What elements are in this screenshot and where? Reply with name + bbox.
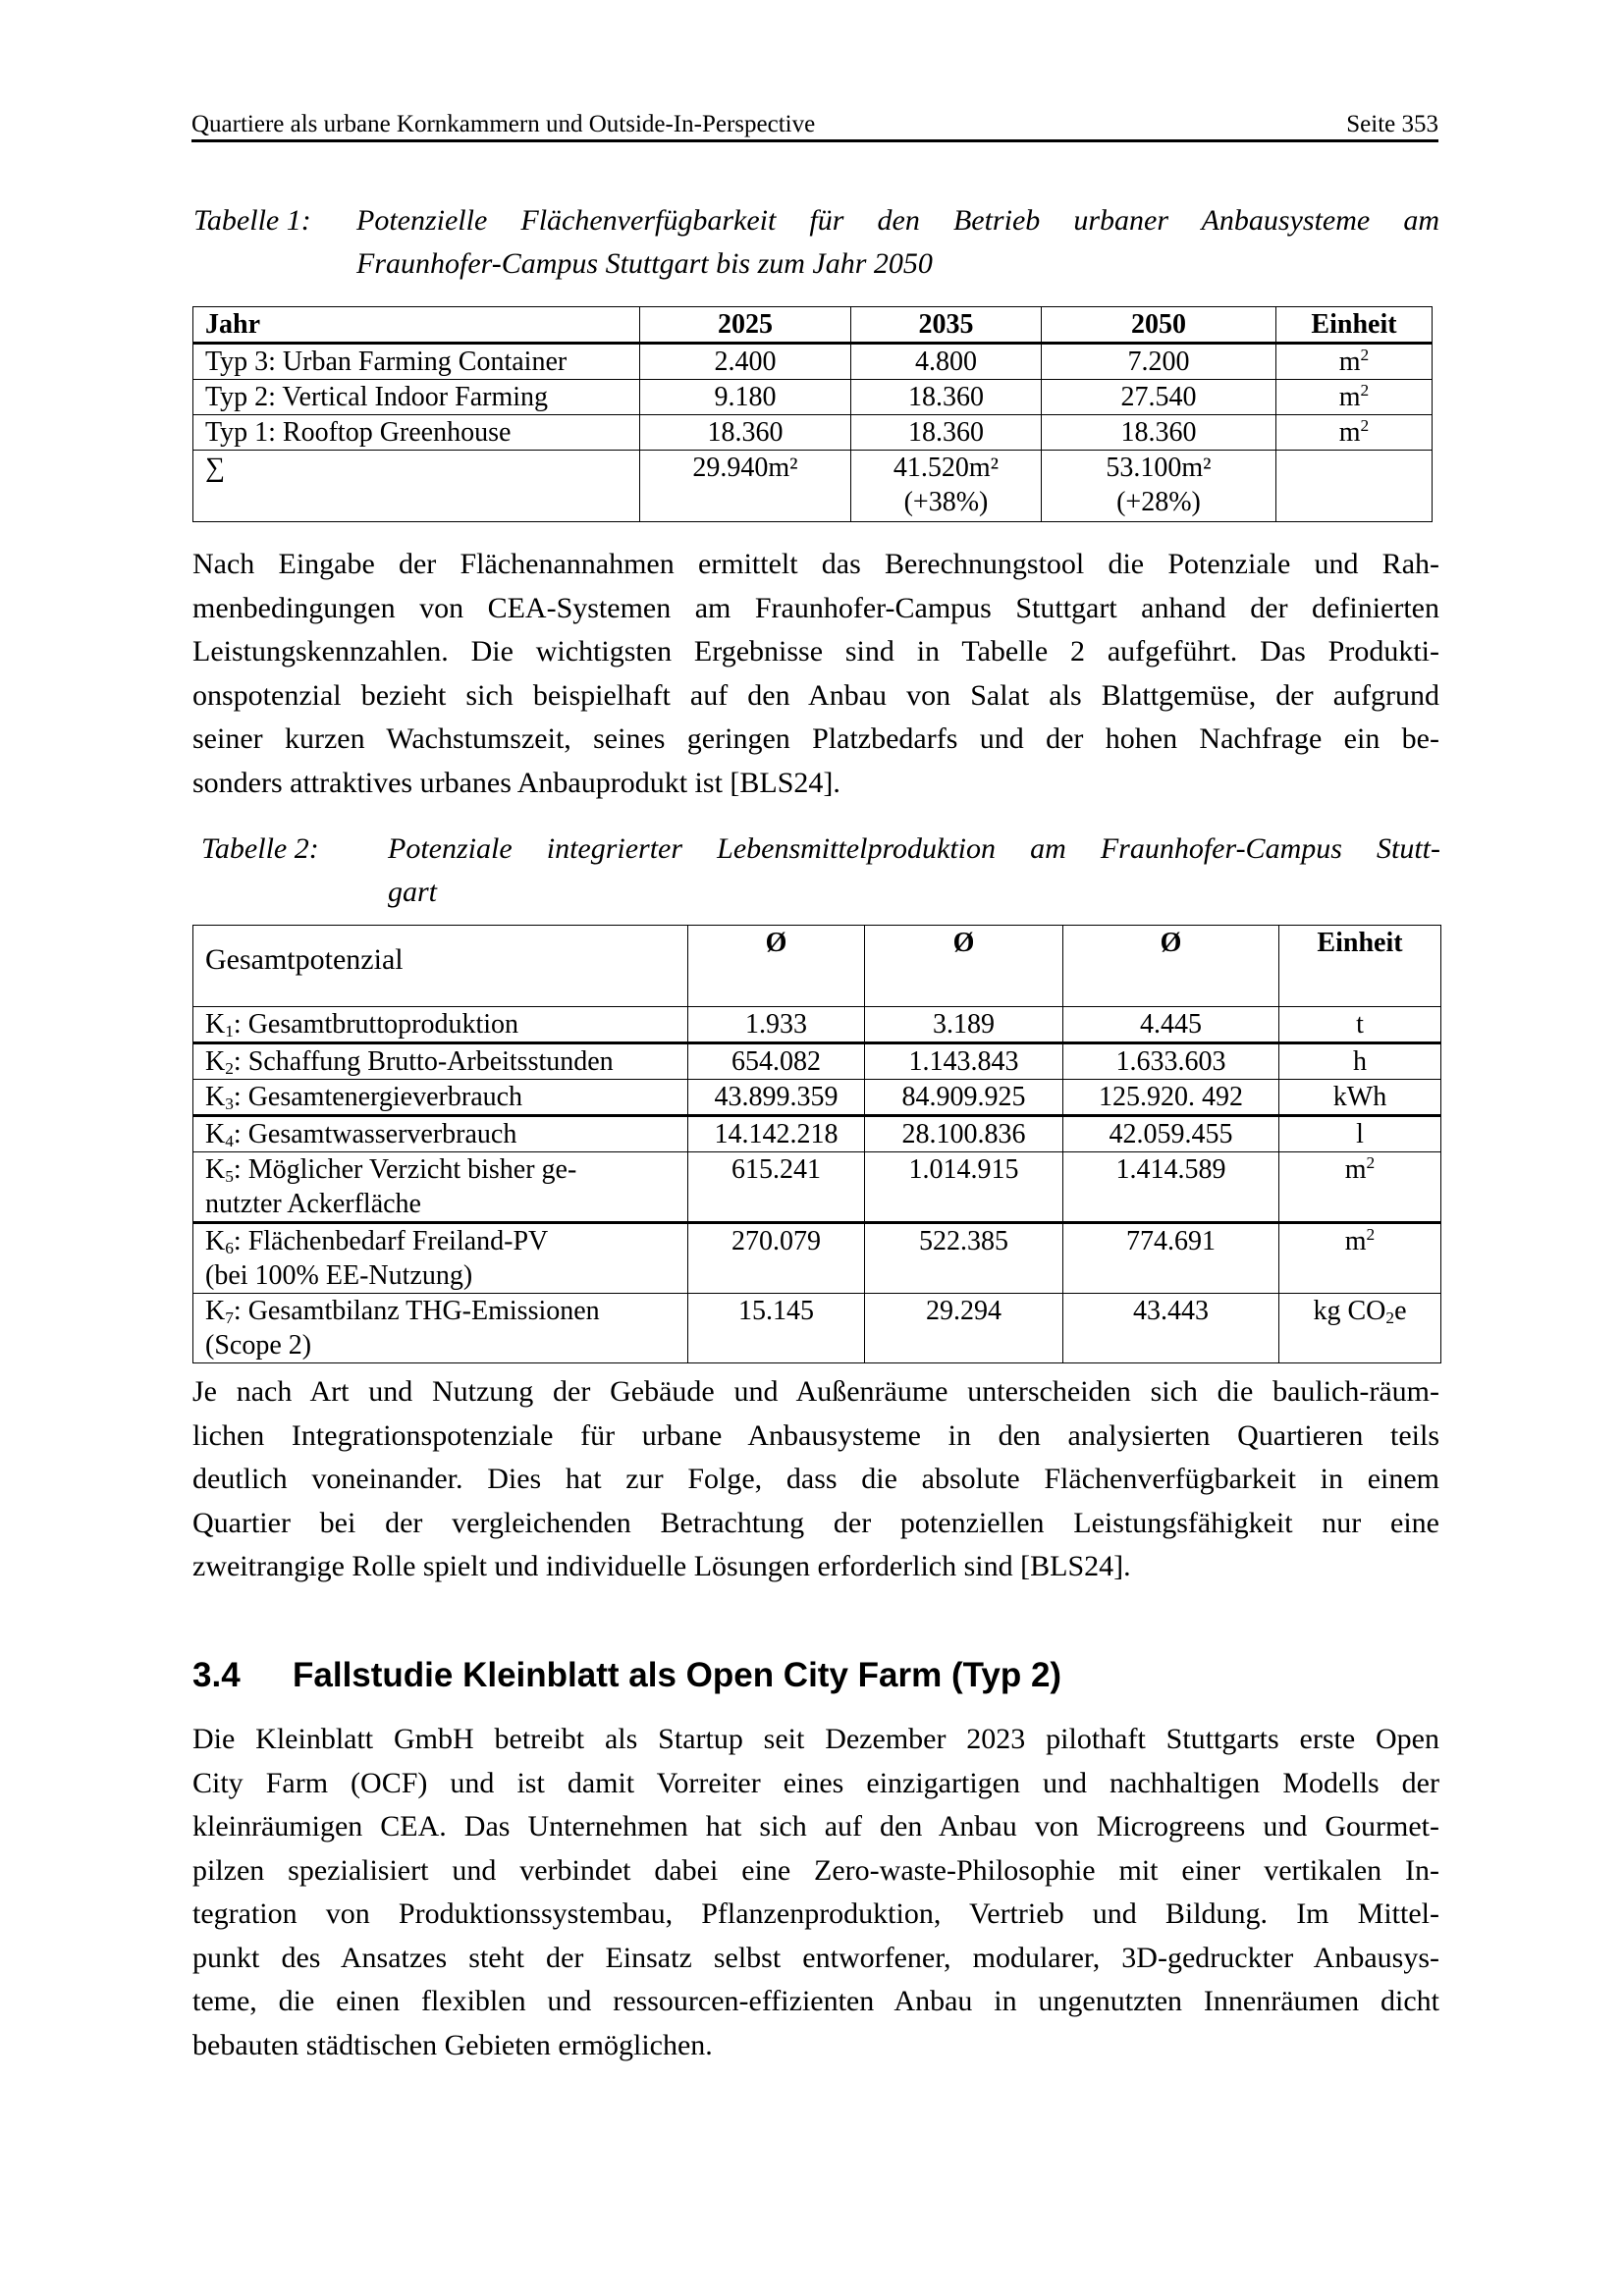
table2-caption-line-2: gart: [388, 876, 438, 908]
cell-value: 125.920. 492: [1063, 1080, 1279, 1116]
kpi-label-continued: (bei 100% EE-Nutzung): [205, 1260, 473, 1291]
kpi-label: : Schaffung Brutto-Arbeitsstunden: [233, 1046, 614, 1077]
table-row: [193, 1043, 1441, 1080]
unit-superscript: 2: [1360, 381, 1370, 400]
paragraph-2: [192, 1370, 1439, 1589]
unit-text: m: [1338, 417, 1361, 448]
cell-2025: 2.400: [640, 344, 851, 380]
text-line: teme, die einen flexiblen und ressourcen-effizienten Anbau in ungenutzten Innenräumen dicht: [192, 1985, 1439, 2017]
row-label: Typ 3: Urban Farming Container: [193, 344, 640, 380]
section-title: Fallstudie Kleinblatt als Open City Farm (Typ 2): [293, 1656, 1062, 1694]
cell-unit: [1276, 380, 1433, 415]
sum-2050-value: 53.100m²: [1106, 453, 1212, 483]
text-line: deutlich voneinander. Dies hat zur Folge, dass die absolute Flächenverfügbarkeit in einem: [192, 1463, 1439, 1495]
kpi-letter: K: [205, 1046, 226, 1077]
cell-unit: [1276, 415, 1433, 451]
cell-2050: 18.360: [1042, 415, 1276, 451]
cell-value: 1.933: [688, 1007, 865, 1043]
table1-header-2035: 2035: [851, 307, 1042, 344]
cell-unit: [1279, 1294, 1441, 1363]
kpi-letter: K: [205, 1119, 226, 1149]
unit-text: kg CO: [1313, 1296, 1386, 1326]
kpi-letter: K: [205, 1226, 226, 1256]
paragraph-1: [192, 543, 1439, 805]
page-header: [191, 110, 1438, 142]
cell-value: 15.145: [688, 1294, 865, 1363]
cell-unit: [1279, 1223, 1441, 1294]
cell-2035: 18.360: [851, 415, 1042, 451]
text-line: zweitrangige Rolle spielt und individuelle Lösungen erforderlich sind [BLS24].: [192, 1550, 1131, 1582]
unit-text: m: [1338, 347, 1361, 377]
kpi-label: : Gesamtbilanz THG-Emissionen: [233, 1296, 600, 1326]
text-line: seiner kurzen Wachstumszeit, seines geringen Platzbedarfs und der hohen Nachfrage ein be-: [192, 722, 1439, 755]
kpi-index: 5: [225, 1167, 234, 1186]
table-row: [193, 1152, 1441, 1223]
kpi-label-continued: nutzter Ackerfläche: [205, 1189, 421, 1219]
sum-symbol: ∑: [193, 451, 640, 522]
text-line: Je nach Art und Nutzung der Gebäude und Außenräume unterscheiden sich die baulich-räum-: [192, 1375, 1439, 1408]
text-line: Quartier bei der vergleichenden Betrachtung der potenziellen Leistungsfähigkeit nur eine: [192, 1506, 1439, 1539]
table-row: [193, 415, 1433, 451]
cell-unit: kWh: [1279, 1080, 1441, 1116]
cell-unit: h: [1279, 1043, 1441, 1080]
table-row: [193, 1080, 1441, 1116]
cell-value: 615.241: [688, 1152, 865, 1223]
table1-sum-row: [193, 451, 1433, 522]
table1-header-2025: 2025: [640, 307, 851, 344]
sum-unit: [1276, 451, 1433, 522]
table1-caption-label: Tabelle 1:: [193, 204, 311, 237]
sum-2035-value: 41.520m²: [893, 453, 1000, 483]
kpi-label: : Möglicher Verzicht bisher ge-: [233, 1154, 577, 1185]
cell-value: 3.189: [865, 1007, 1063, 1043]
kpi-index: 7: [225, 1308, 234, 1327]
cell-value: 270.079: [688, 1223, 865, 1294]
table2-header-gesamtpotenzial: Gesamtpotenzial: [193, 926, 688, 1007]
kpi-letter: K: [205, 1154, 226, 1185]
kpi-index: 3: [225, 1095, 234, 1113]
table2: [192, 925, 1441, 1363]
table-row: [193, 1116, 1441, 1152]
text-line: Die Kleinblatt GmbH betreibt als Startup seit Dezember 2023 pilothaft Stuttgarts erste Open: [192, 1723, 1439, 1755]
kpi-letter: K: [205, 1082, 226, 1112]
cell-unit: [1279, 1152, 1441, 1223]
unit-text: m: [1338, 382, 1361, 412]
cell-2050: 27.540: [1042, 380, 1276, 415]
kpi-label: : Gesamtenergieverbrauch: [233, 1082, 523, 1112]
unit-text: m: [1344, 1226, 1367, 1256]
unit-subscript: 2: [1385, 1308, 1395, 1327]
unit-superscript: 2: [1360, 346, 1370, 364]
row-label: [193, 1294, 688, 1363]
text-line: Nach Eingabe der Flächenannahmen ermittelt das Berechnungstool die Potenziale und Rah-: [192, 548, 1439, 580]
table1: [192, 306, 1433, 522]
row-label: Typ 1: Rooftop Greenhouse: [193, 415, 640, 451]
table-row: [193, 1007, 1441, 1043]
cell-value: 774.691: [1063, 1223, 1279, 1294]
table1-caption-line-1: Potenzielle Flächenverfügbarkeit für den Betrieb urbaner Anbausysteme am: [356, 204, 1439, 237]
text-line: Leistungskennzahlen. Die wichtigsten Ergebnisse sind in Tabelle 2 aufgeführt. Das Produkti-: [192, 635, 1439, 667]
table1-caption: [193, 199, 1440, 288]
cell-value: 42.059.455: [1063, 1116, 1279, 1152]
kpi-label: : Flächenbedarf Freiland-PV: [233, 1226, 549, 1256]
cell-value: 84.909.925: [865, 1080, 1063, 1116]
cell-value: 1.143.843: [865, 1043, 1063, 1080]
row-label: [193, 1223, 688, 1294]
cell-value: 28.100.836: [865, 1116, 1063, 1152]
page-number: Seite 353: [1346, 111, 1438, 137]
text-line: bebauten städtischen Gebieten ermöglichen.: [192, 2028, 713, 2061]
cell-unit: l: [1279, 1116, 1441, 1152]
text-line: punkt des Ansatzes steht der Einsatz selbst entworfener, modularer, 3D-gedruckter Anbausys-: [192, 1941, 1439, 1974]
kpi-index: 2: [225, 1059, 234, 1078]
table2-header-row: [193, 926, 1441, 1007]
cell-value: 522.385: [865, 1223, 1063, 1294]
cell-2025: 9.180: [640, 380, 851, 415]
text-line: sonders attraktives urbanes Anbauprodukt ist [BLS24].: [192, 766, 840, 799]
table1-caption-line-2: Fraunhofer-Campus Stuttgart bis zum Jahr 2050: [356, 247, 933, 280]
row-label: [193, 1152, 688, 1223]
row-label: [193, 1007, 688, 1043]
kpi-letter: K: [205, 1009, 226, 1040]
cell-value: 654.082: [688, 1043, 865, 1080]
sum-2035-change: (+38%): [903, 487, 989, 517]
sum-2025: 29.940m²: [640, 451, 851, 522]
table1-header-einheit: Einheit: [1276, 307, 1433, 344]
row-label: [193, 1080, 688, 1116]
cell-value: 4.445: [1063, 1007, 1279, 1043]
cell-value: 29.294: [865, 1294, 1063, 1363]
cell-unit: t: [1279, 1007, 1441, 1043]
cell-value: 14.142.218: [688, 1116, 865, 1152]
row-label: [193, 1043, 688, 1080]
paragraph-3: [192, 1718, 1439, 2067]
kpi-letter: K: [205, 1296, 226, 1326]
cell-value: 1.414.589: [1063, 1152, 1279, 1223]
cell-value: 1.014.915: [865, 1152, 1063, 1223]
kpi-index: 4: [225, 1132, 234, 1150]
unit-superscript: 2: [1366, 1153, 1376, 1172]
kpi-index: 1: [225, 1022, 234, 1041]
table2-caption-line-1: Potenziale integrierter Lebensmittelproduktion am Fraunhofer-Campus Stutt-: [388, 832, 1440, 865]
row-label: Typ 2: Vertical Indoor Farming: [193, 380, 640, 415]
cell-2035: 18.360: [851, 380, 1042, 415]
table1-header-2050: 2050: [1042, 307, 1276, 344]
table-row: [193, 1223, 1441, 1294]
cell-unit: [1276, 344, 1433, 380]
kpi-label-continued: (Scope 2): [205, 1330, 312, 1361]
text-line: menbedingungen von CEA-Systemen am Fraunhofer-Campus Stuttgart anhand der definierten: [192, 591, 1439, 624]
row-label: [193, 1116, 688, 1152]
table-row: [193, 380, 1433, 415]
text-line: tegration von Produktionssystembau, Pflanzenproduktion, Vertrieb und Bildung. Im Mittel-: [192, 1897, 1439, 1930]
table2-header-avg-2: Ø: [865, 926, 1063, 1007]
sum-2050: [1042, 451, 1276, 522]
table2-header-avg-1: Ø: [688, 926, 865, 1007]
unit-text: m: [1344, 1154, 1367, 1185]
sum-2035: [851, 451, 1042, 522]
kpi-label: : Gesamtbruttoproduktion: [233, 1009, 518, 1040]
unit-tail: e: [1394, 1296, 1407, 1326]
table-row: [193, 344, 1433, 380]
table2-caption: [201, 828, 1440, 916]
cell-value: 43.443: [1063, 1294, 1279, 1363]
text-line: City Farm (OCF) und ist damit Vorreiter eines einzigartigen und nachhaltigen Modells der: [192, 1766, 1439, 1799]
text-line: kleinräumigen CEA. Das Unternehmen hat sich auf den Anbau von Microgreens und Gourmet-: [192, 1810, 1439, 1842]
table1-header-row: [193, 307, 1433, 344]
text-line: onspotenzial bezieht sich beispielhaft auf den Anbau von Salat als Blattgemüse, der aufgrund: [192, 678, 1439, 712]
cell-2050: 7.200: [1042, 344, 1276, 380]
table-row: [193, 1294, 1441, 1363]
table1-header-jahr: Jahr: [193, 307, 640, 344]
unit-superscript: 2: [1360, 416, 1370, 435]
kpi-index: 6: [225, 1239, 234, 1257]
unit-superscript: 2: [1366, 1225, 1376, 1244]
section-number: 3.4: [192, 1656, 241, 1694]
running-title: Quartiere als urbane Kornkammern und Outside-In-Perspective: [191, 111, 816, 137]
sum-2050-change: (+28%): [1116, 487, 1201, 517]
table2-header-avg-3: Ø: [1063, 926, 1279, 1007]
cell-value: 43.899.359: [688, 1080, 865, 1116]
cell-value: 1.633.603: [1063, 1043, 1279, 1080]
kpi-label: : Gesamtwasserverbrauch: [233, 1119, 517, 1149]
table2-caption-label: Tabelle 2:: [201, 832, 319, 865]
text-line: pilzen spezialisiert und verbindet dabei eine Zero-waste-Philosophie mit einer vertikalen In-: [192, 1853, 1439, 1887]
text-line: lichen Integrationspotenziale für urbane Anbausysteme in den analysierten Quartieren teils: [192, 1418, 1439, 1452]
cell-2035: 4.800: [851, 344, 1042, 380]
table2-header-einheit: Einheit: [1279, 926, 1441, 1007]
cell-2025: 18.360: [640, 415, 851, 451]
